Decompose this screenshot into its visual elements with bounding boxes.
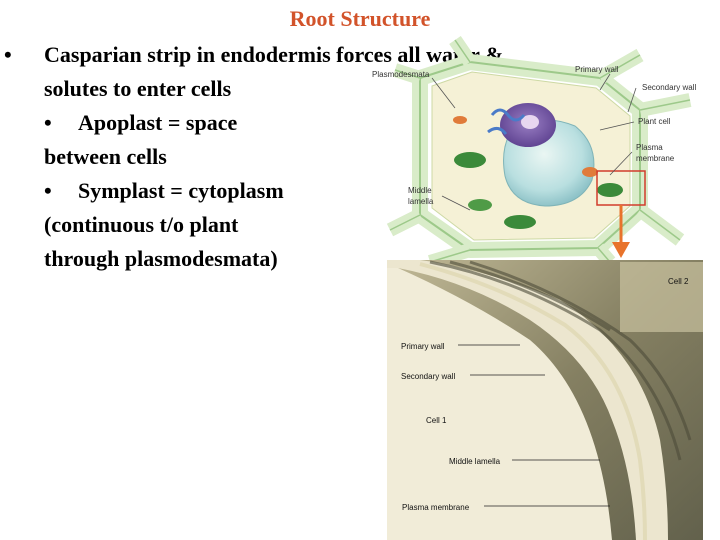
label-middle: Middle xyxy=(408,186,432,195)
label-plant-cell: Plant cell xyxy=(638,117,671,126)
mitochondrion xyxy=(582,167,598,177)
subbullet-symplast-line1: Symplast = cytoplasm xyxy=(78,178,284,203)
callout-arrow-head xyxy=(612,242,630,258)
micrograph-cell2-region xyxy=(620,262,703,332)
label-micro-secondary-wall: Secondary wall xyxy=(401,372,456,381)
subbullet-symplast-line2: (continuous t/o plant xyxy=(44,212,239,237)
mitochondrion xyxy=(453,116,467,124)
label-micro-middle-lamella: Middle lamella xyxy=(449,457,501,466)
label-plasma: Plasma xyxy=(636,143,663,152)
label-micro-plasma-membrane: Plasma membrane xyxy=(402,503,470,512)
chloroplast xyxy=(504,215,536,229)
bullet-casparian-line2: solutes to enter cells xyxy=(44,76,232,101)
bullet-glyph: • xyxy=(4,42,12,67)
chloroplast xyxy=(597,183,623,197)
bullet-glyph: • xyxy=(44,178,52,203)
bullet-casparian-line1: Casparian strip in endodermis forces all water & xyxy=(44,42,504,67)
chloroplast xyxy=(468,199,492,211)
chloroplast xyxy=(454,152,486,168)
label-lamella: lamella xyxy=(408,197,434,206)
subbullet-apoplast-line1: Apoplast = space xyxy=(78,110,238,135)
label-membrane: membrane xyxy=(636,154,675,163)
slide-title: Root Structure xyxy=(289,6,431,31)
label-primary-wall: Primary wall xyxy=(575,65,619,74)
label-cell2: Cell 2 xyxy=(668,277,689,286)
label-secondary-wall: Secondary wall xyxy=(642,83,697,92)
label-micro-primary-wall: Primary wall xyxy=(401,342,445,351)
subbullet-symplast-line3: through plasmodesmata) xyxy=(44,246,278,271)
subbullet-apoplast-line2: between cells xyxy=(44,144,167,169)
label-cell1: Cell 1 xyxy=(426,416,447,425)
label-plasmodesmata: Plasmodesmata xyxy=(372,70,430,79)
bullet-glyph: • xyxy=(44,110,52,135)
